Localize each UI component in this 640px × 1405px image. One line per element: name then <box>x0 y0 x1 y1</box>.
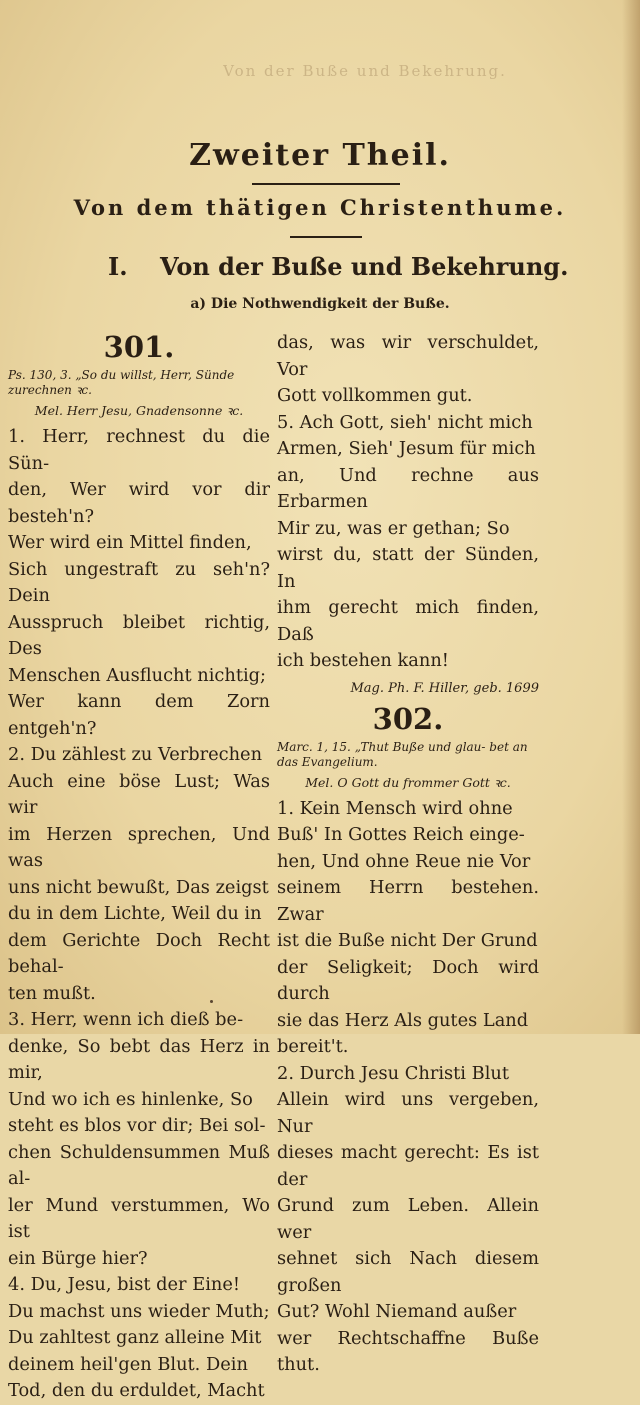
verse-line: seinem Herrn bestehen. Zwar <box>277 877 539 925</box>
scripture-reference: Marc. 1, 15. „Thut Buße und glau- bet an das Evangelium. <box>277 739 528 769</box>
subsection-heading: a) Die Nothwendigkeit der Buße. <box>190 296 450 312</box>
scripture-reference: Ps. 130, 3. „So du willst, Herr, Sünde zurechnen ꝛc. <box>8 368 235 397</box>
verse-line: Armen, Sieh' Jesum für mich <box>277 438 536 459</box>
verse-line: ist die Buße nicht Der Grund <box>277 930 538 951</box>
melody-line: Mel. O Gott du frommer Gott ꝛc. <box>305 774 511 790</box>
section-number: I. <box>108 252 128 281</box>
verse-line: Allein wird uns vergeben, Nur <box>277 1089 539 1137</box>
verse-line: im Herzen sprechen, Und was <box>8 823 270 871</box>
verse-line: Grund zum Leben. Allein wer <box>277 1195 539 1243</box>
part-title: Zweiter Theil. <box>189 138 451 173</box>
verse-line: Menschen Ausflucht nichtig; <box>8 664 267 686</box>
hymn-number: 302. <box>372 701 444 736</box>
verse-line: denke, So bebt das Herz in mir, <box>8 1035 270 1083</box>
verse-line: bereit't. <box>277 1036 349 1057</box>
left-column <box>8 330 270 1405</box>
section-title: Von der Buße und Bekehrung. <box>159 252 569 281</box>
verse-line: sie das Herz Als gutes Land <box>277 1009 529 1031</box>
verse-line: Wer wird ein Mittel finden, <box>8 532 252 553</box>
verse-line: wirst du, statt der Sünden, In <box>277 544 539 592</box>
verse-line: 1. Herr, rechnest du die Sün- <box>8 426 270 474</box>
verse-line: hen, Und ohne Reue nie Vor <box>277 850 531 872</box>
verse-line: ler Mund verstummen, Wo ist <box>8 1194 270 1242</box>
verse-line: Buß' In Gottes Reich einge- <box>277 824 525 845</box>
verse-line: dem Gerichte Doch Recht behal- <box>8 929 270 977</box>
verse-line: ten mußt. <box>8 982 96 1004</box>
hymn-text <box>277 796 539 1379</box>
verse-line: Gut? Wohl Niemand außer <box>277 1301 517 1322</box>
running-head: Von der Buße und Bekehrung. <box>223 62 507 80</box>
verse-line: Du zahltest ganz alleine Mit <box>8 1327 262 1348</box>
verse-line: Wer kann dem Zorn entgeh'n? <box>8 691 270 739</box>
right-column <box>277 330 539 1379</box>
hymn-author: Mag. Ph. F. Hiller, geb. 1699 <box>350 680 539 696</box>
verse-line: an, Und rechne aus Erbarmen <box>277 464 539 512</box>
verse-line: ihm gerecht mich finden, Daß <box>277 597 539 645</box>
verse-line: den, Wer wird vor dir besteh'n? <box>8 479 270 527</box>
verse-line: dieses macht gerecht: Es ist der <box>277 1142 539 1190</box>
verse-line: Auch eine böse Lust; Was wir <box>8 770 270 818</box>
verse-line: sehnet sich Nach diesem großen <box>277 1248 539 1296</box>
verse-line: Du machst uns wieder Muth; <box>8 1300 270 1322</box>
melody-line: Mel. Herr Jesu, Gnadensonne ꝛc. <box>34 403 244 418</box>
verse-line: 2. Du zählest zu Verbrechen <box>8 744 263 765</box>
ink-dot <box>210 1000 213 1003</box>
verse-line: 2. Durch Jesu Christi Blut <box>277 1062 509 1084</box>
verse-line: Ausspruch bleibet richtig, Des <box>8 611 270 659</box>
verse-line: 3. Herr, wenn ich dieß be- <box>8 1009 244 1030</box>
verse-line: Tod, den du erduldet, Macht <box>8 1380 265 1401</box>
part-subtitle: Von dem thätigen Christenthume. <box>73 195 567 220</box>
verse-line: uns nicht bewußt, Das zeigst <box>8 876 269 898</box>
verse-line: Und wo ich es hinlenke, So <box>8 1088 253 1110</box>
verse-line: Gott vollkommen gut. <box>277 385 473 406</box>
verse-line: ein Bürge hier? <box>8 1247 148 1269</box>
hymn-text-continued <box>277 330 539 675</box>
verse-line: 1. Kein Mensch wird ohne <box>277 797 513 819</box>
verse-line: wer Rechtschaffne Buße thut. <box>277 1327 539 1375</box>
hymn-number: 301. <box>103 330 175 364</box>
verse-line: ich bestehen kann! <box>277 650 449 671</box>
subtitle-rule <box>290 236 362 238</box>
verse-line: der Seligkeit; Doch wird durch <box>277 956 539 1004</box>
verse-line: deinem heil'gen Blut. Dein <box>8 1353 248 1375</box>
verse-line: 5. Ach Gott, sieh' nicht mich <box>277 411 533 433</box>
verse-line: 4. Du, Jesu, bist der Eine! <box>8 1274 240 1295</box>
verse-line: chen Schuldensummen Muß al- <box>8 1141 270 1189</box>
verse-line: das, was wir verschuldet, Vor <box>277 332 539 380</box>
hymn-text <box>8 424 270 1405</box>
section-heading <box>108 252 568 281</box>
verse-line: Sich ungestraft zu seh'n? Dein <box>8 558 270 606</box>
verse-line: du in dem Lichte, Weil du in <box>8 903 262 924</box>
verse-line: steht es blos vor dir; Bei sol- <box>8 1115 266 1136</box>
title-rule <box>252 183 400 185</box>
verse-line: Mir zu, was er gethan; So <box>277 517 510 539</box>
